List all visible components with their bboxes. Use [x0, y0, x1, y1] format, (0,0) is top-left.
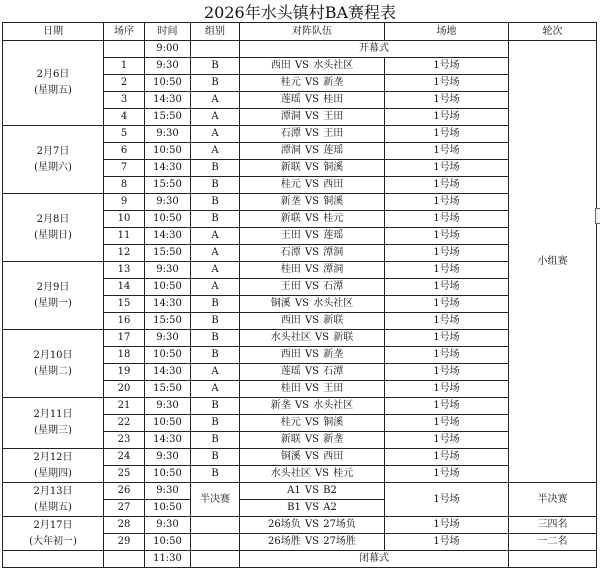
matchup-cell: 潭洞 VS 莲瑶: [240, 143, 385, 160]
match-number-cell: 5: [104, 126, 145, 143]
match-number-cell: 2: [104, 75, 145, 92]
match-number-cell: 9: [104, 194, 145, 211]
group-cell: A: [191, 381, 240, 398]
date-label: 2月12日: [33, 451, 73, 463]
ceremony-cell: 开幕式: [240, 41, 509, 58]
matchup-cell: 王田 VS 莲瑶: [240, 228, 385, 245]
weekday-label: (星期一): [34, 297, 72, 309]
column-resize-handle[interactable]: [595, 208, 600, 224]
time-cell: 14:30: [145, 228, 191, 245]
venue-cell: 1号场: [385, 58, 509, 75]
match-number-cell: 18: [104, 347, 145, 364]
match-number-cell: 28: [104, 517, 145, 534]
group-cell: A: [191, 109, 240, 126]
date-label: 2月9日: [36, 281, 70, 293]
matchup-cell: 西田 VS 新联: [240, 313, 385, 330]
date-label: 2月13日: [33, 485, 73, 497]
venue-cell: 1号场: [385, 517, 509, 534]
venue-cell: 1号场: [385, 432, 509, 449]
table-row: [3, 126, 597, 143]
group-cell: B: [191, 75, 240, 92]
group-cell: B: [191, 296, 240, 313]
venue-cell: 1号场: [385, 262, 509, 279]
weekday-label: (星期六): [34, 161, 72, 173]
venue-cell: 1号场: [385, 126, 509, 143]
group-cell: B: [191, 449, 240, 466]
table-row: [3, 194, 597, 211]
time-cell: 9:30: [145, 398, 191, 415]
time-cell: 10:50: [145, 143, 191, 160]
match-number-cell: 22: [104, 415, 145, 432]
match-number-cell: 15: [104, 296, 145, 313]
matchup-cell: 石潭 VS 王田: [240, 126, 385, 143]
round-cell-semifinal: 半决赛: [509, 483, 597, 517]
time-cell: 10:50: [145, 534, 191, 551]
time-cell: 10:50: [145, 75, 191, 92]
matchup-cell: 水头社区 VS 新联: [240, 330, 385, 347]
group-cell: A: [191, 126, 240, 143]
match-number-cell: 20: [104, 381, 145, 398]
group-cell: B: [191, 194, 240, 211]
match-number-cell: 19: [104, 364, 145, 381]
round-cell-group-stage: 小组赛: [509, 41, 597, 483]
time-cell: 9:30: [145, 194, 191, 211]
venue-cell: 1号场: [385, 313, 509, 330]
time-cell: 10:50: [145, 347, 191, 364]
date-cell: [3, 126, 104, 194]
group-cell: B: [191, 398, 240, 415]
matchup-cell: 桂元 VS 西田: [240, 177, 385, 194]
venue-cell: 1号场: [385, 143, 509, 160]
time-cell: 9:30: [145, 517, 191, 534]
time-cell: 15:50: [145, 381, 191, 398]
venue-cell: 1号场: [385, 245, 509, 262]
venue-cell: 1号场: [385, 92, 509, 109]
match-number-cell: [104, 41, 145, 58]
venue-cell: 1号场: [385, 160, 509, 177]
matchup-cell: 莲瑶 VS 石潭: [240, 364, 385, 381]
match-number-cell: 21: [104, 398, 145, 415]
matchup-cell: 26场胜 VS 27场胜: [240, 534, 385, 551]
weekday-label: (星期五): [34, 501, 72, 513]
matchup-cell: 王田 VS 石潭: [240, 279, 385, 296]
group-cell: B: [191, 466, 240, 483]
match-number-cell: 17: [104, 330, 145, 347]
time-cell: 15:50: [145, 177, 191, 194]
group-cell: A: [191, 364, 240, 381]
match-number-cell: 8: [104, 177, 145, 194]
venue-cell: 1号场: [385, 75, 509, 92]
match-number-cell: 29: [104, 534, 145, 551]
group-cell-semifinal: 半决赛: [191, 483, 240, 517]
round-cell: 三四名: [509, 517, 597, 534]
date-cell: [3, 483, 104, 517]
match-number-cell: 1: [104, 58, 145, 75]
table-row: [3, 449, 597, 466]
time-cell: 9:30: [145, 449, 191, 466]
time-cell: 14:30: [145, 364, 191, 381]
time-cell: 14:30: [145, 296, 191, 313]
matchup-cell: 铜溪 VS 水头社区: [240, 296, 385, 313]
match-number-cell: 14: [104, 279, 145, 296]
header-round: 轮次: [509, 23, 597, 41]
match-number-cell: 7: [104, 160, 145, 177]
date-cell-empty: [3, 551, 104, 568]
group-cell: A: [191, 143, 240, 160]
time-cell: 9:30: [145, 483, 191, 500]
weekday-label: (星期五): [34, 85, 72, 96]
date-cell: [3, 262, 104, 330]
time-cell: 14:30: [145, 92, 191, 109]
group-cell: A: [191, 279, 240, 296]
match-number-cell: 27: [104, 500, 145, 517]
match-number-cell: 25: [104, 466, 145, 483]
matchup-cell: A1 VS B2: [240, 483, 385, 500]
group-cell: A: [191, 92, 240, 109]
time-cell: 15:50: [145, 109, 191, 126]
table-row: [3, 551, 597, 568]
time-cell: 9:00: [145, 41, 191, 58]
match-number-cell: 23: [104, 432, 145, 449]
group-cell: A: [191, 228, 240, 245]
venue-cell: 1号场: [385, 415, 509, 432]
matchup-cell: 桂田 VS 王田: [240, 381, 385, 398]
matchup-cell: 水头社区 VS 桂元: [240, 466, 385, 483]
venue-cell: 1号场: [385, 483, 509, 517]
date-cell: [3, 517, 104, 551]
weekday-label: (星期四): [34, 467, 72, 479]
matchup-cell: 潭洞 VS 王田: [240, 109, 385, 126]
matchup-cell: 石潭 VS 潭洞: [240, 245, 385, 262]
match-number-cell: 10: [104, 211, 145, 228]
date-label: 2月10日: [33, 349, 73, 361]
group-cell: A: [191, 245, 240, 262]
weekday-label: (星期二): [34, 365, 72, 377]
group-cell: B: [191, 432, 240, 449]
match-number-cell: 4: [104, 109, 145, 126]
group-cell: B: [191, 58, 240, 75]
date-cell: [3, 194, 104, 262]
matchup-cell: 莲瑶 VS 桂田: [240, 92, 385, 109]
time-cell: 10:50: [145, 466, 191, 483]
venue-cell: 1号场: [385, 330, 509, 347]
table-row: [3, 483, 597, 500]
matchup-cell: 新垄 VS 铜溪: [240, 194, 385, 211]
group-cell: B: [191, 160, 240, 177]
match-number-cell: 26: [104, 483, 145, 500]
venue-cell: 1号场: [385, 534, 509, 551]
table-row: [3, 398, 597, 415]
group-cell: [191, 534, 240, 551]
time-cell: 11:30: [145, 551, 191, 568]
group-cell: A: [191, 262, 240, 279]
venue-cell: 1号场: [385, 194, 509, 211]
group-cell: [191, 41, 240, 58]
match-number-cell: 6: [104, 143, 145, 160]
header-date: 日期: [3, 23, 104, 41]
group-cell: B: [191, 211, 240, 228]
venue-cell: 1号场: [385, 449, 509, 466]
matchup-cell: 桂田 VS 潭洞: [240, 262, 385, 279]
group-cell: B: [191, 415, 240, 432]
weekday-label: (星期三): [34, 425, 72, 436]
time-cell: 10:50: [145, 211, 191, 228]
date-label: 2月11日: [33, 409, 73, 420]
time-cell: 15:50: [145, 313, 191, 330]
time-cell: 14:30: [145, 432, 191, 449]
time-cell: 9:30: [145, 262, 191, 279]
venue-cell: 1号场: [385, 381, 509, 398]
date-cell: [3, 330, 104, 398]
date-label: 2月8日: [36, 213, 70, 225]
venue-cell: 1号场: [385, 398, 509, 415]
match-number-cell: 24: [104, 449, 145, 466]
venue-cell: 1号场: [385, 279, 509, 296]
venue-cell: 1号场: [385, 347, 509, 364]
round-cell: [509, 551, 597, 568]
date-cell: [3, 449, 104, 483]
match-number-cell: 12: [104, 245, 145, 262]
table-row: [3, 262, 597, 279]
table-row: [3, 517, 597, 534]
table-row: [3, 330, 597, 347]
time-cell: 9:30: [145, 58, 191, 75]
header-row: [3, 23, 597, 41]
group-cell: B: [191, 177, 240, 194]
time-cell: 10:50: [145, 415, 191, 432]
round-cell: 一二名: [509, 534, 597, 551]
time-cell: 10:50: [145, 279, 191, 296]
schedule-table: [2, 22, 597, 568]
match-number-cell: 16: [104, 313, 145, 330]
matchup-cell: B1 VS A2: [240, 500, 385, 517]
table-row: [3, 41, 597, 58]
matchup-cell: 新联 VS 铜溪: [240, 160, 385, 177]
schedule-body: [3, 41, 597, 568]
header-match-number: 场序: [104, 23, 145, 41]
match-number-cell: 11: [104, 228, 145, 245]
venue-cell: 1号场: [385, 296, 509, 313]
matchup-cell: 新垄 VS 水头社区: [240, 398, 385, 415]
matchup-cell: 西田 VS 水头社区: [240, 58, 385, 75]
header-group: 组别: [191, 23, 240, 41]
venue-cell: 1号场: [385, 177, 509, 194]
page-title: 2026年水头镇村BA赛程表: [203, 3, 397, 22]
header-time: 时间: [145, 23, 191, 41]
date-label: 2月17日: [33, 519, 73, 531]
date-cell: [3, 398, 104, 449]
matchup-cell: 西田 VS 新垄: [240, 347, 385, 364]
date-cell: [3, 41, 104, 126]
match-number-cell: 3: [104, 92, 145, 109]
time-cell: 9:30: [145, 126, 191, 143]
weekday-label: (星期日): [34, 229, 72, 241]
weekday-label: (大年初一): [29, 535, 77, 547]
matchup-cell: 26场负 VS 27场负: [240, 517, 385, 534]
venue-cell: 1号场: [385, 228, 509, 245]
matchup-cell: 新联 VS 新垄: [240, 432, 385, 449]
time-cell: 10:50: [145, 500, 191, 517]
group-cell: B: [191, 313, 240, 330]
match-number-cell: 13: [104, 262, 145, 279]
group-cell: [191, 517, 240, 534]
date-label: 2月6日: [36, 69, 70, 80]
venue-cell: 1号场: [385, 364, 509, 381]
header-venue: 场地: [385, 23, 509, 41]
time-cell: 9:30: [145, 330, 191, 347]
venue-cell: 1号场: [385, 211, 509, 228]
header-matchup: 对阵队伍: [240, 23, 385, 41]
venue-cell: 1号场: [385, 109, 509, 126]
venue-cell: 1号场: [385, 466, 509, 483]
time-cell: 14:30: [145, 160, 191, 177]
matchup-cell: 桂元 VS 铜溪: [240, 415, 385, 432]
date-label: 2月7日: [36, 145, 70, 157]
time-cell: 15:50: [145, 245, 191, 262]
group-cell: B: [191, 330, 240, 347]
group-cell: B: [191, 347, 240, 364]
matchup-cell: 铜溪 VS 西田: [240, 449, 385, 466]
ceremony-cell: 闭幕式: [240, 551, 509, 568]
matchup-cell: 桂元 VS 新垄: [240, 75, 385, 92]
group-cell: [191, 551, 240, 568]
match-number-cell: [104, 551, 145, 568]
matchup-cell: 新联 VS 桂元: [240, 211, 385, 228]
